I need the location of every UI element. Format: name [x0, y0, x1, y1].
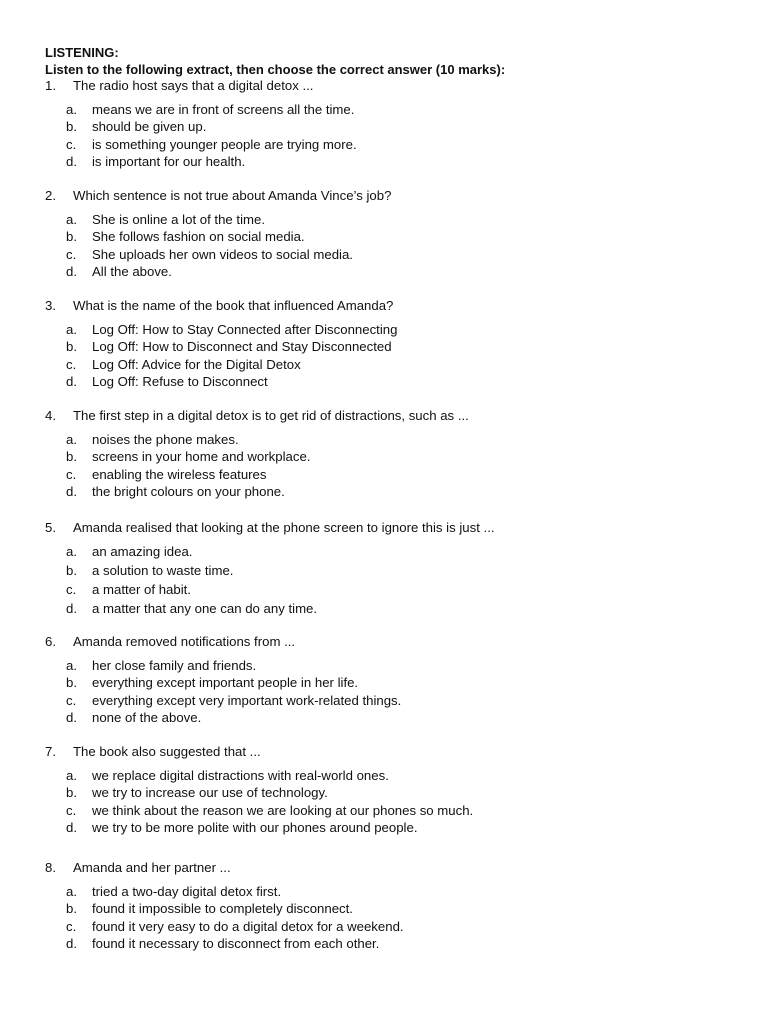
option-letter: c. [66, 466, 77, 482]
option-text: an amazing idea. [92, 543, 193, 559]
option-a [66, 211, 391, 229]
question-number: 2. [45, 188, 56, 203]
option-text: found it impossible to completely disconnect. [92, 901, 353, 917]
option-letter: d. [66, 264, 77, 280]
option-letter: c. [66, 692, 77, 708]
option-d [66, 153, 357, 171]
option-b [66, 900, 404, 918]
option-text: the bright colours on your phone. [92, 484, 285, 500]
option-text: All the above. [92, 264, 172, 280]
section-title: LISTENING: [45, 45, 119, 60]
option-text: Log Off: How to Disconnect and Stay Disconnected [92, 339, 392, 355]
option-b [66, 448, 469, 466]
option-letter: a. [66, 767, 77, 783]
question-number: 6. [45, 634, 56, 649]
option-letter: b. [66, 675, 77, 691]
option-a [66, 543, 495, 561]
option-text: her close family and friends. [92, 657, 257, 673]
option-c [66, 356, 397, 374]
option-text: means we are in front of screens all the time. [92, 101, 355, 117]
question-8 [45, 859, 404, 953]
option-a [66, 321, 397, 339]
option-a [66, 883, 404, 901]
question-number: 8. [45, 860, 56, 875]
question-4 [45, 407, 469, 501]
section-instructions: Listen to the following extract, then choose the correct answer (10 marks): [45, 62, 506, 77]
option-letter: b. [66, 339, 77, 355]
option-text: everything except very important work-related things. [92, 692, 402, 708]
option-text: should be given up. [92, 119, 207, 135]
question-text: The radio host says that a digital detox ... [73, 78, 314, 93]
option-letter: b. [66, 229, 77, 245]
question-text: Amanda removed notifications from ... [73, 634, 296, 649]
option-c [66, 692, 401, 710]
question-text: The book also suggested that ... [73, 744, 261, 759]
option-d [66, 819, 473, 837]
option-b [66, 674, 401, 692]
question-text: What is the name of the book that influenced Amanda? [73, 298, 394, 313]
option-letter: b. [66, 449, 77, 465]
option-b [66, 118, 357, 136]
option-letter: b. [66, 562, 77, 578]
option-letter: d. [66, 936, 77, 952]
question-text: Which sentence is not true about Amanda Vince’s job? [73, 188, 392, 203]
option-text: we try to be more polite with our phones around people. [92, 820, 418, 836]
option-text: found it very easy to do a digital detox for a weekend. [92, 918, 404, 934]
option-c [66, 466, 469, 484]
question-number: 7. [45, 744, 56, 759]
option-text: Log Off: Refuse to Disconnect [92, 374, 268, 390]
question-6 [45, 633, 401, 727]
question-number: 5. [45, 520, 56, 535]
question-text: The first step in a digital detox is to get rid of distractions, such as ... [73, 408, 469, 423]
option-text: we think about the reason we are looking at our phones so much. [92, 802, 474, 818]
option-text: Log Off: How to Stay Connected after Disconnecting [92, 321, 398, 337]
option-letter: c. [66, 581, 77, 597]
option-letter: d. [66, 710, 77, 726]
option-letter: a. [66, 431, 77, 447]
option-a [66, 101, 357, 119]
option-letter: c. [66, 246, 77, 262]
option-b [66, 228, 391, 246]
option-letter: d. [66, 600, 77, 616]
option-text: a matter of habit. [92, 581, 191, 597]
question-5 [45, 519, 495, 617]
option-letter: c. [66, 136, 77, 152]
option-text: a matter that any one can do any time. [92, 600, 318, 616]
option-b [66, 338, 397, 356]
option-letter: a. [66, 543, 77, 559]
option-d [66, 263, 391, 281]
option-letter: a. [66, 657, 77, 673]
question-number: 3. [45, 298, 56, 313]
option-text: She uploads her own videos to social media. [92, 246, 353, 262]
option-letter: c. [66, 918, 77, 934]
option-letter: c. [66, 802, 77, 818]
option-a [66, 431, 469, 449]
option-text: noises the phone makes. [92, 431, 239, 447]
option-b [66, 562, 495, 580]
question-text: Amanda and her partner ... [73, 860, 231, 875]
question-2 [45, 187, 391, 281]
option-text: everything except important people in her life. [92, 675, 359, 691]
option-text: screens in your home and workplace. [92, 449, 311, 465]
option-a [66, 767, 473, 785]
option-text: we replace digital distractions with real-world ones. [92, 767, 389, 783]
option-d [66, 935, 404, 953]
question-1 [45, 77, 357, 171]
option-letter: b. [66, 119, 77, 135]
option-text: She is online a lot of the time. [92, 211, 266, 227]
question-number: 4. [45, 408, 56, 423]
question-7 [45, 743, 473, 837]
option-letter: d. [66, 154, 77, 170]
option-letter: b. [66, 901, 77, 917]
option-letter: a. [66, 883, 77, 899]
question-text: Amanda realised that looking at the phone screen to ignore this is just ... [73, 520, 495, 535]
option-letter: c. [66, 356, 77, 372]
option-text: found it necessary to disconnect from each other. [92, 936, 380, 952]
option-letter: d. [66, 820, 77, 836]
option-text: Log Off: Advice for the Digital Detox [92, 356, 301, 372]
option-letter: b. [66, 785, 77, 801]
option-d [66, 483, 469, 501]
option-text: is important for our health. [92, 154, 246, 170]
option-c [66, 136, 357, 154]
option-text: is something younger people are trying more. [92, 136, 357, 152]
option-letter: d. [66, 374, 77, 390]
option-letter: a. [66, 211, 77, 227]
question-number: 1. [45, 78, 56, 93]
option-letter: a. [66, 321, 77, 337]
option-d [66, 373, 397, 391]
option-c [66, 918, 404, 936]
option-b [66, 784, 473, 802]
option-c [66, 581, 495, 599]
option-a [66, 657, 401, 675]
option-text: tried a two-day digital detox first. [92, 883, 282, 899]
option-text: a solution to waste time. [92, 562, 234, 578]
option-c [66, 246, 391, 264]
option-text: enabling the wireless features [92, 466, 267, 482]
option-letter: a. [66, 101, 77, 117]
option-d [66, 709, 401, 727]
option-text: we try to increase our use of technology. [92, 785, 328, 801]
section-header [45, 44, 505, 78]
option-letter: d. [66, 484, 77, 500]
option-d [66, 600, 495, 618]
option-text: none of the above. [92, 710, 202, 726]
question-3 [45, 297, 397, 391]
option-c [66, 802, 473, 820]
option-text: She follows fashion on social media. [92, 229, 305, 245]
